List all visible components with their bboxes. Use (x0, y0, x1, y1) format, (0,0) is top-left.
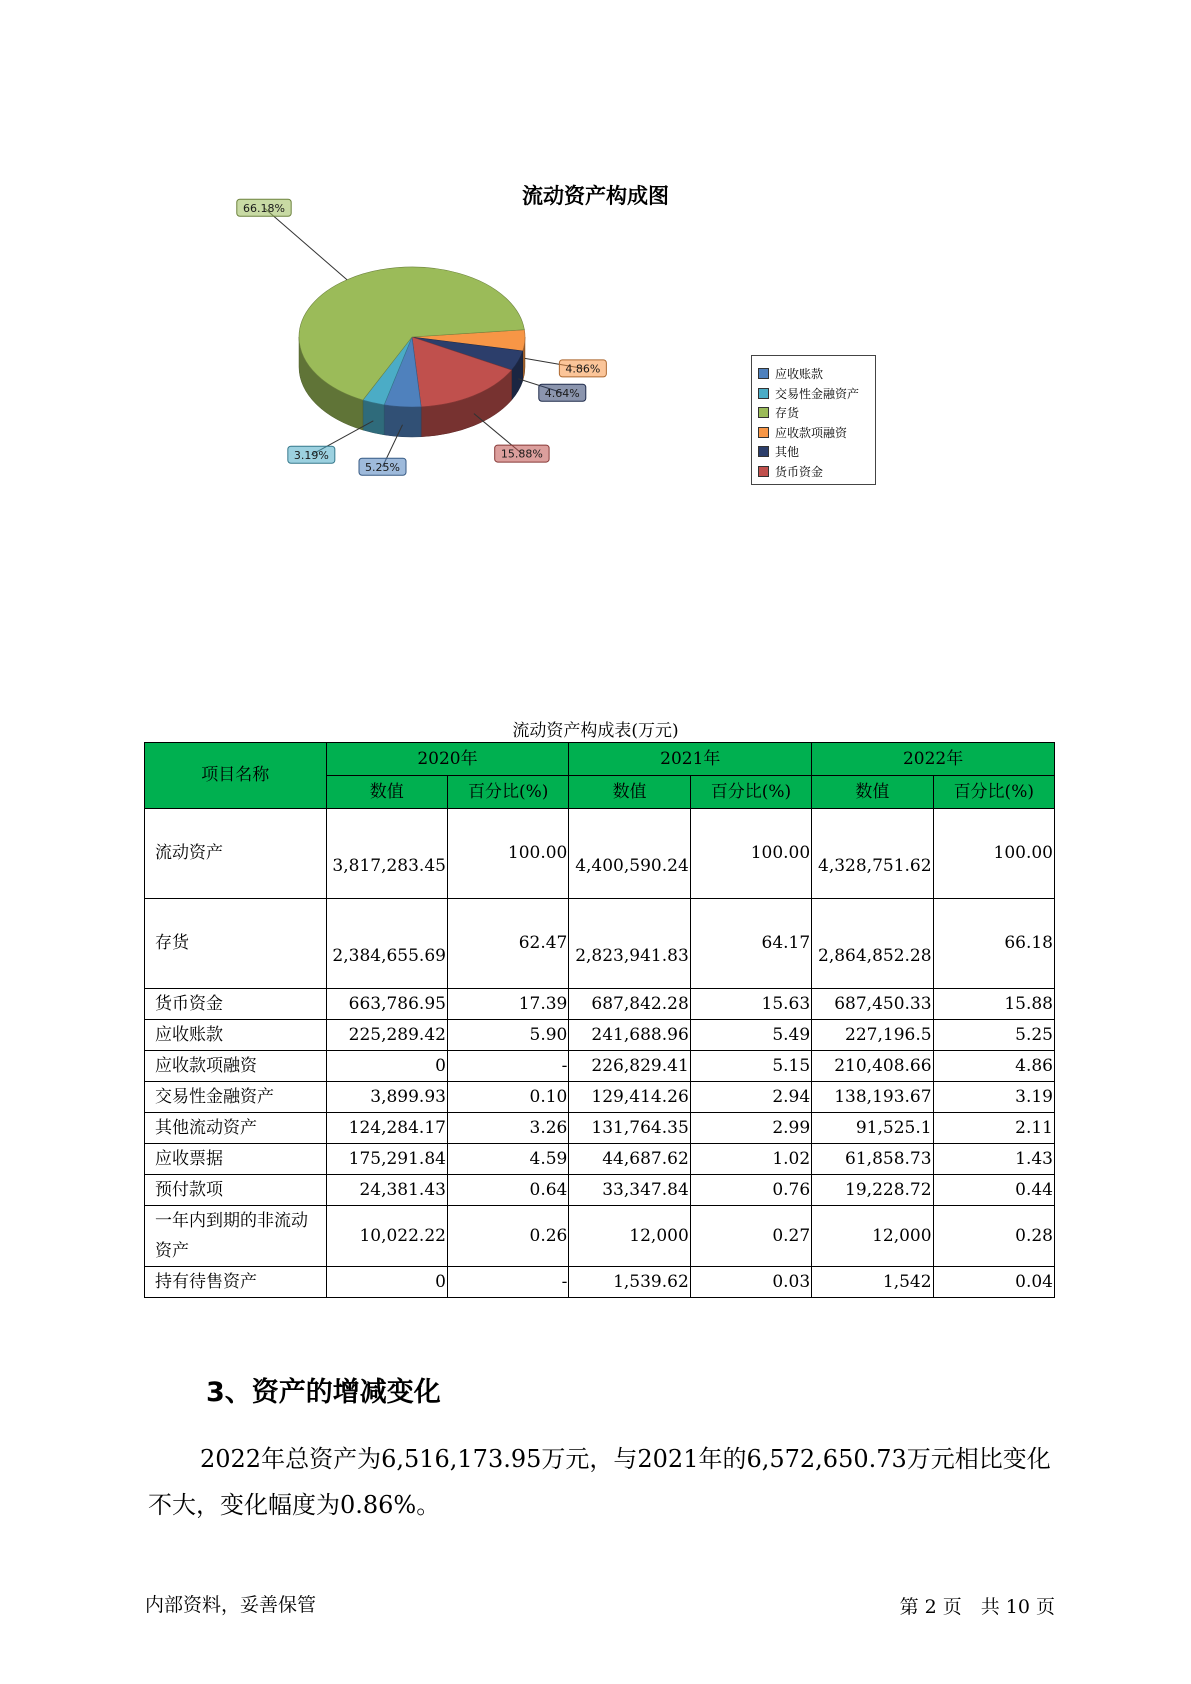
data-label: 66.18% (243, 201, 285, 215)
header-pct: 百分比(%) (690, 776, 811, 809)
value-cell: 2,864,852.28 (812, 899, 933, 989)
current-assets-table (144, 742, 1055, 1298)
data-label: 15.88% (500, 447, 543, 461)
legend-label: 货币资金 (775, 464, 824, 479)
legend-swatch (758, 446, 769, 457)
row-label: 预付款项 (145, 1175, 327, 1206)
value-cell: 663,786.95 (326, 989, 447, 1020)
legend-label: 其他 (775, 445, 800, 460)
row-label: 应收账款 (145, 1020, 327, 1051)
data-label: 4.86% (565, 362, 601, 376)
pct-cell: - (447, 1051, 568, 1082)
value-cell: 227,196.5 (812, 1020, 933, 1051)
value-cell: 24,381.43 (326, 1175, 447, 1206)
value-cell: 61,858.73 (812, 1144, 933, 1175)
legend-swatch (758, 427, 769, 438)
legend-swatch (758, 368, 769, 379)
pct-cell: 4.86 (933, 1051, 1054, 1082)
row-label: 流动资产 (145, 809, 327, 899)
pct-cell: 2.99 (690, 1113, 811, 1144)
pct-cell: 2.11 (933, 1113, 1054, 1144)
value-cell: 687,842.28 (569, 989, 690, 1020)
row-label: 货币资金 (145, 989, 327, 1020)
pct-cell: 4.59 (447, 1144, 568, 1175)
table-caption: 流动资产构成表(万元) (512, 721, 679, 741)
legend-swatch (758, 407, 769, 418)
header-value: 数值 (569, 776, 690, 809)
data-label: 5.25% (365, 460, 400, 474)
pct-cell: 3.26 (447, 1113, 568, 1144)
legend-item (758, 364, 869, 384)
pct-cell: 15.88 (933, 989, 1054, 1020)
pct-cell: 0.44 (933, 1175, 1054, 1206)
value-cell: 12,000 (812, 1206, 933, 1267)
row-label: 其他流动资产 (145, 1113, 327, 1144)
legend-label: 应收款项融资 (775, 425, 848, 440)
value-cell: 2,384,655.69 (326, 899, 447, 989)
value-cell: 124,284.17 (326, 1113, 447, 1144)
pct-cell: - (447, 1267, 568, 1298)
header-item-name: 项目名称 (145, 743, 327, 809)
table-row (145, 1206, 1055, 1267)
value-cell: 0 (326, 1267, 447, 1298)
pct-cell: 0.64 (447, 1175, 568, 1206)
chart-legend (751, 355, 876, 485)
value-cell: 2,823,941.83 (569, 899, 690, 989)
header-value: 数值 (812, 776, 933, 809)
table-row (145, 989, 1055, 1020)
legend-label: 交易性金融资产 (775, 386, 860, 401)
legend-item (758, 384, 869, 404)
legend-item (758, 403, 869, 423)
pct-cell: 100.00 (933, 809, 1054, 899)
pct-cell: 0.76 (690, 1175, 811, 1206)
row-label: 应收款项融资 (145, 1051, 327, 1082)
value-cell: 44,687.62 (569, 1144, 690, 1175)
chart-title: 流动资产构成图 (522, 184, 669, 208)
pct-cell: 0.28 (933, 1206, 1054, 1267)
pie-chart (243, 201, 690, 500)
section-heading: 3、资产的增减变化 (206, 1377, 441, 1408)
value-cell: 175,291.84 (326, 1144, 447, 1175)
value-cell: 33,347.84 (569, 1175, 690, 1206)
label-leader-line (264, 208, 347, 280)
pct-cell: 0.27 (690, 1206, 811, 1267)
row-label: 存货 (145, 899, 327, 989)
value-cell: 687,450.33 (812, 989, 933, 1020)
value-cell: 226,829.41 (569, 1051, 690, 1082)
header-value: 数值 (326, 776, 447, 809)
legend-swatch (758, 388, 769, 399)
row-label: 一年内到期的非流动资产 (145, 1206, 327, 1267)
pct-cell: 1.02 (690, 1144, 811, 1175)
row-label: 交易性金融资产 (145, 1082, 327, 1113)
value-cell: 4,328,751.62 (812, 809, 933, 899)
footer-confidential-note: 内部资料，妥善保管 (145, 1594, 317, 1616)
section-paragraph: 2022年总资产为6,516,173.95万元，与2021年的6,572,650.73万元相比变化不大，变化幅度为0.86%。 (148, 1445, 1051, 1519)
pct-cell: 0.10 (447, 1082, 568, 1113)
header-year: 2022年 (812, 743, 1055, 776)
pct-cell: 100.00 (447, 809, 568, 899)
header-pct: 百分比(%) (447, 776, 568, 809)
pct-cell: 0.03 (690, 1267, 811, 1298)
pct-cell: 1.43 (933, 1144, 1054, 1175)
pct-cell: 0.26 (447, 1206, 568, 1267)
value-cell: 129,414.26 (569, 1082, 690, 1113)
table-row (145, 1267, 1055, 1298)
value-cell: 241,688.96 (569, 1020, 690, 1051)
header-year: 2021年 (569, 743, 812, 776)
value-cell: 225,289.42 (326, 1020, 447, 1051)
pct-cell: 64.17 (690, 899, 811, 989)
table-row (145, 1175, 1055, 1206)
pct-cell: 5.90 (447, 1020, 568, 1051)
pct-cell: 0.04 (933, 1267, 1054, 1298)
pct-cell: 5.25 (933, 1020, 1054, 1051)
value-cell: 0 (326, 1051, 447, 1082)
legend-label: 应收账款 (775, 367, 824, 382)
row-label: 应收票据 (145, 1144, 327, 1175)
header-pct: 百分比(%) (933, 776, 1054, 809)
table-row (145, 1144, 1055, 1175)
value-cell: 3,817,283.45 (326, 809, 447, 899)
row-label: 持有待售资产 (145, 1267, 327, 1298)
pct-cell: 15.63 (690, 989, 811, 1020)
value-cell: 10,022.22 (326, 1206, 447, 1267)
value-cell: 4,400,590.24 (569, 809, 690, 899)
value-cell: 3,899.93 (326, 1082, 447, 1113)
data-label: 4.64% (544, 386, 580, 400)
table-row (145, 809, 1055, 899)
pie-slice-side (384, 405, 421, 437)
pct-cell: 2.94 (690, 1082, 811, 1113)
pie-slice-side (363, 400, 384, 435)
table-row (145, 899, 1055, 989)
header-year: 2020年 (326, 743, 569, 776)
pct-cell: 100.00 (690, 809, 811, 899)
table-row (145, 1113, 1055, 1144)
legend-swatch (758, 466, 769, 477)
value-cell: 131,764.35 (569, 1113, 690, 1144)
legend-item (758, 423, 869, 443)
pct-cell: 5.49 (690, 1020, 811, 1051)
table-row (145, 1051, 1055, 1082)
pct-cell: 62.47 (447, 899, 568, 989)
table-body (145, 809, 1055, 1298)
legend-item (758, 462, 869, 482)
pct-cell: 3.19 (933, 1082, 1054, 1113)
value-cell: 1,542 (812, 1267, 933, 1298)
value-cell: 138,193.67 (812, 1082, 933, 1113)
value-cell: 19,228.72 (812, 1175, 933, 1206)
value-cell: 12,000 (569, 1206, 690, 1267)
value-cell: 91,525.1 (812, 1113, 933, 1144)
value-cell: 1,539.62 (569, 1267, 690, 1298)
table-row (145, 1020, 1055, 1051)
legend-label: 存货 (775, 406, 800, 421)
data-label: 3.19% (293, 448, 329, 462)
pct-cell: 17.39 (447, 989, 568, 1020)
pct-cell: 5.15 (690, 1051, 811, 1082)
value-cell: 210,408.66 (812, 1051, 933, 1082)
footer-page-number: 第 2 页 共 10 页 (899, 1596, 1055, 1618)
legend-item (758, 442, 869, 462)
pct-cell: 66.18 (933, 899, 1054, 989)
table-row (145, 1082, 1055, 1113)
